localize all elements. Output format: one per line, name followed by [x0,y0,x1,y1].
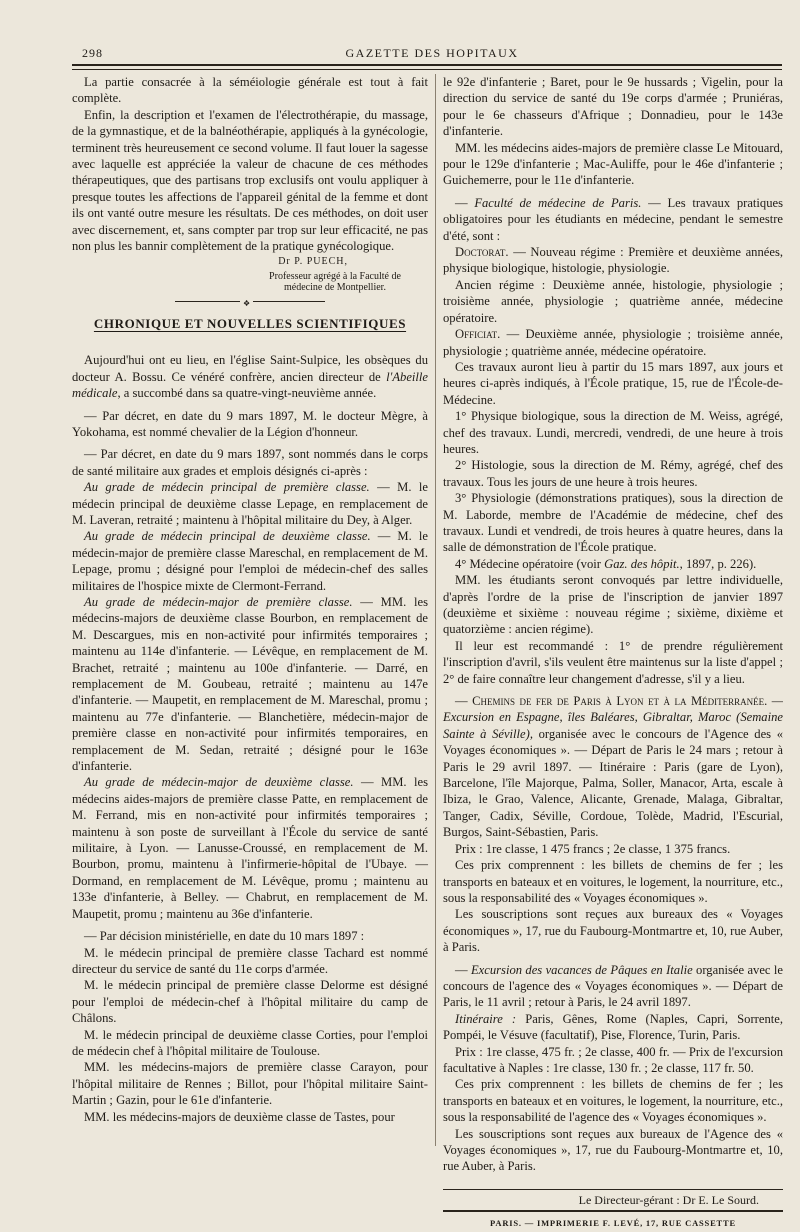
news-item [443,195,783,244]
news-item: Ces prix comprennent : les billets de chemins de fer ; les transports en bateaux et en voitures, le logement, la nourriture, etc., sous la responsabilité des « Voyages économiques ». [443,858,783,905]
excursion-title: Excursion des vacances de Pâques en Italie [470,962,693,977]
grade-item [72,594,428,774]
news-item: M. le médecin principal de première classe Delorme est désigné pour l'emploi de médecin-chef à l'hôpital militaire du camp de Châlons. [72,978,428,1026]
list-item: 1° Physique biologique, sous la direction de M. Weiss, agrégé, chef des travaux. Lundi, mercredi, vendredi, de une heure à trois heures. [443,409,783,456]
grade-item [72,774,428,922]
grade-title: Au grade de médecin principal de première classe. [84,480,370,495]
footer-rule [443,1189,783,1190]
news-item: Prix : 1re classe, 1 475 francs ; 2e classe, 1 375 francs. [455,841,731,856]
editor-line: Le Directeur-gérant : Dr E. Le Sourd. [578,1192,759,1207]
news-item: — Par décret, en date du 9 mars 1897, sont nommés dans le corps de santé militaire aux grades et emplois désignés ci-après : [72,447,428,478]
news-text: organisée avec le concours de l'agence des « Voyages économiques ». — Départ de Paris, le 11 avril ; retour à Paris, le 24 avril 1897. [443,962,783,1010]
category-label: Officiat. [455,327,501,342]
grade-text: — MM. les médecins aides-majors de première classe Patte, en remplacement de M. Ferrand, mis en non-activité pour infirmités temporaires ; maintenu à son poste de surveillant à l'École du service de santé militaire, à Lyon. — Lanusse-Croussé, en remplacement de M. Bourbon, promu, maintenu à l'infirmerie-hôpital de l'Ubaye. — Dormand, en remplacement de M. Lévêque, promu ; maintenu au 133e d'infanterie, à Belley. — Chabrut, en remplacement de M. Maupetit, promu ; maintenu au 36e d'infanterie. [72,775,428,921]
company-name: — Chemins de fer de Paris à Lyon et à la Méditerranée. [455,694,768,709]
news-item: Ancien régime : Deuxième année, histologie, physiologie ; troisième année, physiologie ; quatrième année, médecine opératoire. [443,277,783,325]
news-item [443,244,783,277]
news-text: organisée avec le concours de l'Agence des « Voyages économiques ». — Départ de Paris le 24 mars ; retour à Paris le 29 avril 1897. — Itinéraire : Paris (gare de Lyon), Barcelone, l'île Majorque, Palma, Soller, Manacor, Arta, escale à Ibiza, le Grao, Valence, Alicante, Grenade, Malaga, Gibraltar, Tanger, Cadix, Séville, Cordoue, Tolède, Madrid, l'Escurial, Burgos, Saint-Sébastien, Paris. [443,726,783,840]
news-item: MM. les médecins aides-majors de première classe Le Mitouard, pour le 129e d'infanterie ; Mac-Auliffe, pour le 46e d'infanterie ; Guichemerre, pour le 11e d'infanterie. [443,140,783,188]
list-item: 2° Histologie, sous la direction de M. Rémy, agrégé, chef des travaux. Tous les jours de une heure à trois heures. [443,458,783,489]
citation: Gaz. des hôpit. [604,556,680,571]
news-item: M. le médecin principal de deuxième classe Corties, pour l'emploi de médecin chef à l'hôpital militaire de Toulouse. [72,1027,428,1058]
news-item: — Par décret, en date du 9 mars 1897, M. le docteur Mègre, à Yokohama, est nommé chevalier de la Légion d'honneur. [72,408,428,439]
dash: — [455,195,475,210]
grade-title: Au grade de médecin-major de deuxième classe. [84,775,354,790]
news-item [72,352,428,401]
news-item [443,693,783,841]
column-divider [435,74,436,1146]
left-column [72,74,428,1125]
news-item [443,326,783,359]
paragraph: La partie consacrée à la séméiologie générale est tout à fait complète. [72,75,428,106]
journal-title: GAZETTE DES HOPITAUX [345,46,519,60]
news-text: , a succombé dans sa quatre-vingt-neuvième année. [117,386,377,401]
separator-ornament [175,298,325,308]
list-item [443,556,783,572]
signature-name: Dr P. PUECH, [278,256,348,268]
news-text: — Nouveau régime : Première et deuxième années, physique biologique, histologie, physiologie. [443,245,783,276]
header-rule [72,64,782,66]
news-text: 4° Médecine opératoire (voir [455,556,605,571]
page-header [82,46,782,64]
news-text: , 1897, p. 226). [679,556,757,571]
footer-rule-thick [443,1210,783,1212]
printer-imprint: PARIS. — IMPRIMERIE F. LEVÉ, 17, RUE CASSETTE [490,1218,736,1229]
institution-name: Faculté de médecine de Paris. [474,195,642,210]
news-item: MM. les médecins-majors de deuxième classe de Tastes, pour [84,1109,395,1124]
news-text: Paris, Gênes, Rome (Naples, Capri, Sorrente, Pompéi, le Vésuve (facultatif), Pise, Florence, Turin, Paris. [443,1011,783,1043]
news-text: — Deuxième année, physiologie ; troisième année, physiologie ; quatrième année, médecine opératoire. [443,327,783,358]
grade-text: — M. le médecin-major de première classe Mareschal, en remplacement de M. Lepage, promu ; désigné pour l'emploi de médecin-chef des salles militaires de l'hospice mixte de Clermont-Ferrand. [72,529,428,593]
news-item: Les souscriptions sont reçues aux bureaux de l'Agence des « Voyages économiques », 17, rue du Faubourg-Montmartre et, 10, rue Auber, à Paris. [443,1126,783,1174]
news-item: MM. les étudiants seront convoqués par lettre individuelle, d'après l'ordre de la prise de l'inscription de janvier 1897 (deuxième et sixième : nouveau régime ; sixième, dixième et quatorzième : ancien régime). [443,573,783,637]
news-item [443,962,783,1011]
news-item: Les souscriptions sont reçues aux bureaux des « Voyages économiques », 17, rue du Faubourg-Montmartre et, 10, rue Auber, à Paris. [443,907,783,955]
ornament-icon: ❖ [240,296,253,312]
grade-text: — MM. les médecins-majors de deuxième classe Bourbon, en remplacement de M. Descargues, mis en non-activité pour infirmités temporaires ; maintenu au 114e d'infanterie. — Lévêque, en remplacement de M. Brachet, retraité ; maintenu au 100e d'infanterie. — Darré, en remplacement de M. Goubeau, retraité ; maintenu au 147e d'infanterie. — Maupetit, en remplacement de M. Mareschal, promu ; maintenu au 77e d'infanterie. — Blanchetière, médecin-major de première classe en non-activité pour infirmités temporaires, en remplacement de M. Sedan, retraité ; désigné pour le 163e d'infanterie. [72,594,428,774]
itinerary-label: Itinéraire : [455,1011,517,1026]
news-text: — Les travaux pratiques obligatoires pour les étudiants en médecine, pendant le semestre d'été, sont : [443,195,783,243]
category-label: Doctorat. [455,245,509,260]
signature [72,254,428,292]
list-item: 3° Physiologie (démonstrations pratiques), sous la direction de M. Laborde, membre de l'Académie de médecine, chef des travaux. Lundi et vendredi, de trois heures à quatre heures, dans la salle de démonstration de l'École pratique. [443,491,783,555]
news-item [443,1011,783,1044]
dash: — [455,962,471,977]
section-title: CHRONIQUE ET NOUVELLES SCIENTIFIQUES [93,315,407,331]
grade-item [72,528,428,594]
news-item: Ces prix comprennent : les billets de chemins de fer ; les transports en bateaux et en voitures, le logement, la nourriture, etc., sous la responsabilité de l'agence des « Voyages économiques ». [443,1077,783,1125]
news-item: Prix : 1re classe, 475 fr. ; 2e classe, 400 fr. — Prix de l'excursion facultative à Naples : 1re classe, 130 fr. ; 2e classe, 117 fr. 50. [443,1044,783,1075]
signature-role: Professeur agrégé à la Faculté de [269,270,401,282]
grade-title: Au grade de médecin principal de deuxième classe. [84,529,371,544]
news-item: MM. les médecins-majors de première classe Carayon, pour l'hôpital militaire de Rennes ; Billot, pour l'hôpital militaire Saint-Martin ; Gazin, pour le 61e d'infanterie. [72,1060,428,1108]
journal-name: l'Abeille médicale [72,369,428,401]
paragraph: Enfin, la description et l'examen de l'électrothérapie, du massage, de la gymnastique, et de la balnéothérapie, appliqués à la gynécologie, terminent très heureusement ce second volume. Il faut louer la sagesse avec laquelle est appréciée la valeur de chacune de ces méthodes thérapeutiques, que des partisans trop exclusifs ont voulu appliquer à presque toutes les affections de l'appareil génital de la femme et dont ils ont vanté outre mesure les résultats. De ces méthodes, on doit user avec discernement, et, sans compter par trop sur leur efficacité, ne pas non plus les bannir complètement de la pratique gynécologique. [72,107,428,254]
header-rule-thin [72,69,782,70]
grade-text: — M. le médecin principal de deuxième classe Lepage, en remplacement de M. Laveran, retraité ; maintenu à l'hôpital militaire du Dey, à Alger. [72,480,428,527]
news-item: — Par décision ministérielle, en date du 10 mars 1897 : [84,929,365,944]
grade-title: Au grade de médecin-major de première classe. [84,594,353,609]
news-item: Ces travaux auront lieu à partir du 15 mars 1897, aux jours et heures ci-après indiqués, à l'École pratique, 15, rue de l'École-de-Médecine. [443,359,783,407]
signature-role: médecine de Montpellier. [284,281,386,293]
news-text: Aujourd'hui ont eu lieu, en l'église Saint-Sulpice, les obsèques du docteur A. Bossu. Ce vénéré confrère, ancien directeur de [72,353,428,384]
excursion-title: — Excursion en Espagne, îles Baléares, Gibraltar, Maroc (Semaine Sainte à Séville), [443,694,783,741]
right-column [443,74,783,1232]
news-item: le 92e d'infanterie ; Baret, pour le 9e hussards ; Vigelin, pour la direction du service de santé du 19e corps d'armée ; Pruniéras, pour le 6e chasseurs d'Afrique ; Donnadieu, pour le 143e d'infanterie. [443,75,783,139]
news-item: Il leur est recommandé : 1° de prendre régulièrement l'inscription d'avril, s'ils veulent être maintenus sur la liste d'appel ; 2° de faire connaître leur changement d'adresse, s'il y a lieu. [443,638,783,686]
news-item: M. le médecin principal de première classe Tachard est nommé directeur du service de santé du 11e corps d'armée. [72,945,428,976]
page-number: 298 [82,46,103,60]
grade-item [72,479,428,528]
